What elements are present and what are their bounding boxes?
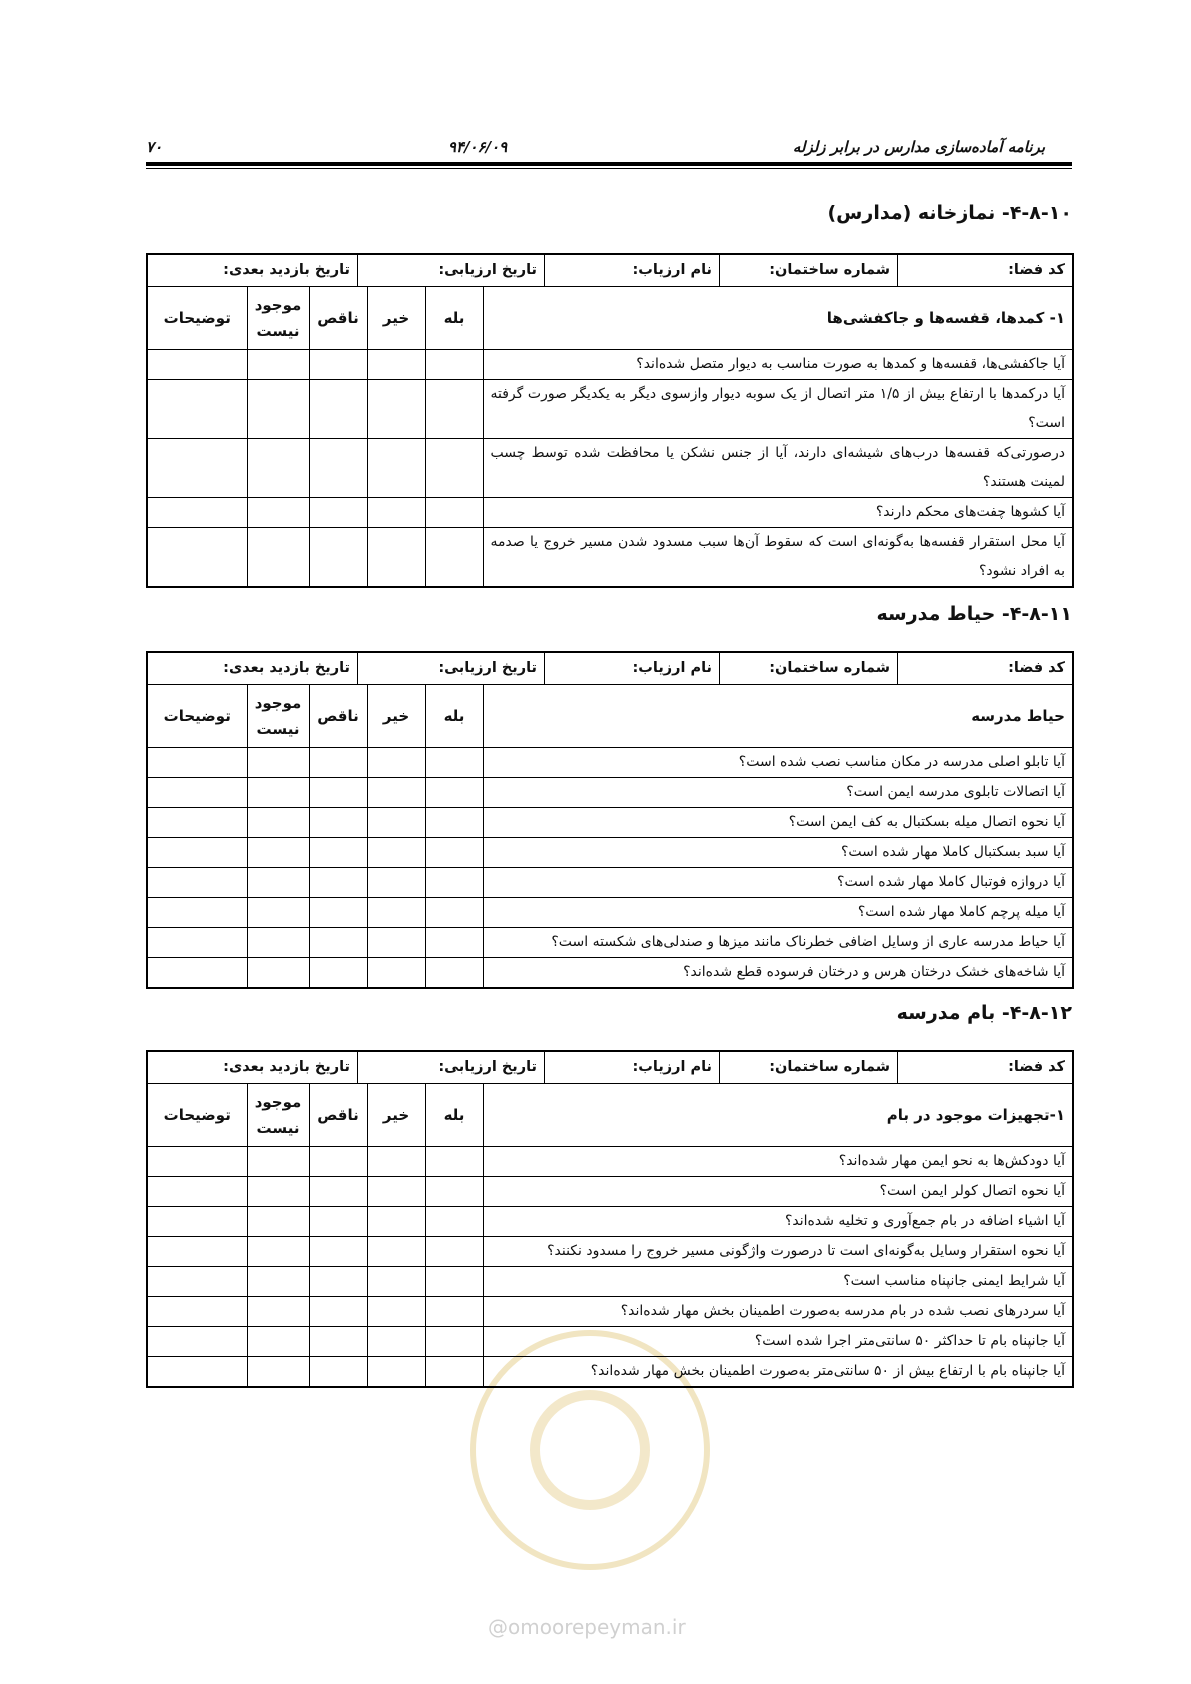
table-row <box>147 380 1073 439</box>
defective-checkbox-cell[interactable] <box>309 778 367 808</box>
absent-checkbox-cell[interactable] <box>247 498 309 528</box>
no-col-header <box>367 1084 425 1147</box>
group-heading <box>483 685 1073 748</box>
table-row <box>147 748 1073 778</box>
absent-checkbox-cell[interactable] <box>247 1267 309 1297</box>
notes-cell[interactable] <box>147 958 247 989</box>
page-number: ۷۰ <box>146 138 163 156</box>
question-cell <box>483 928 1073 958</box>
yes-checkbox-cell[interactable] <box>425 1297 483 1327</box>
yes-checkbox-cell[interactable] <box>425 1237 483 1267</box>
defective-checkbox-cell[interactable] <box>309 1177 367 1207</box>
header-rule-thin <box>146 168 1072 169</box>
table-row <box>147 1297 1073 1327</box>
assessor-name-label-cell[interactable] <box>545 255 720 286</box>
question-cell <box>483 1147 1073 1177</box>
no-col-header <box>367 685 425 748</box>
notes-cell[interactable] <box>147 1267 247 1297</box>
watermark-text: @omoorepeyman.ir <box>488 1615 686 1639</box>
absent-checkbox-cell[interactable] <box>247 898 309 928</box>
defective-col-header <box>309 287 367 350</box>
question-text: آیا درکمدها با ارتفاع بیش از ۱/۵ متر اتصال از یک سوبه دیوار وازسوی دیگر به یکدیگر صورت گرفته است؟ <box>490 386 1065 431</box>
yes-checkbox-cell[interactable] <box>425 528 483 588</box>
notes-cell[interactable] <box>147 898 247 928</box>
absent-checkbox-cell[interactable] <box>247 748 309 778</box>
defective-col-header-text: ناقص <box>317 1105 359 1124</box>
question-text: آیا دودکش‌ها به نحو ایمن مهار شده‌اند؟ <box>838 1153 1065 1169</box>
column-header-row <box>147 1084 1073 1147</box>
absent-checkbox-cell[interactable] <box>247 958 309 989</box>
no-col-header <box>367 287 425 350</box>
defective-checkbox-cell[interactable] <box>309 748 367 778</box>
table-row <box>147 898 1073 928</box>
no-checkbox-cell[interactable] <box>367 1327 425 1357</box>
no-checkbox-cell[interactable] <box>367 380 425 439</box>
question-cell <box>483 1357 1073 1388</box>
question-text: آیا تابلو اصلی مدرسه در مکان مناسب نصب شده است؟ <box>738 754 1065 770</box>
building-number-label: شماره ساختمان: <box>769 660 890 676</box>
question-text: آیا سبد بسکتبال کاملا مهار شده است؟ <box>840 844 1065 860</box>
defective-checkbox-cell[interactable] <box>309 898 367 928</box>
notes-col-header-text: توضیحات <box>163 706 231 725</box>
absent-checkbox-cell[interactable] <box>247 778 309 808</box>
meta-row <box>147 1051 1073 1084</box>
question-text: آیا اشیاء اضافه در بام جمع‌آوری و تخلیه شده‌اند؟ <box>784 1213 1065 1229</box>
notes-cell[interactable] <box>147 1207 247 1237</box>
meta-row <box>147 652 1073 685</box>
yes-col-header-text: بله <box>443 706 465 725</box>
no-checkbox-cell[interactable] <box>367 528 425 588</box>
table-row <box>147 808 1073 838</box>
notes-cell[interactable] <box>147 928 247 958</box>
yes-checkbox-cell[interactable] <box>425 1267 483 1297</box>
table-row <box>147 1147 1073 1177</box>
defective-checkbox-cell[interactable] <box>309 958 367 989</box>
table-row <box>147 1177 1073 1207</box>
notes-col-header-text: توضیحات <box>163 308 231 327</box>
no-checkbox-cell[interactable] <box>367 1177 425 1207</box>
space-code-label: کد فضا: <box>1008 1059 1065 1075</box>
no-checkbox-cell[interactable] <box>367 958 425 989</box>
next-visit-date-label-cell[interactable] <box>72 255 358 286</box>
defective-col-header <box>309 1084 367 1147</box>
yes-checkbox-cell[interactable] <box>425 1177 483 1207</box>
absent-col-header-line1: موجود <box>254 1093 302 1111</box>
absent-col-header-line2: نیست <box>256 1119 300 1137</box>
question-cell <box>483 868 1073 898</box>
group-heading-text: ۱-تجهیزات موجود در بام <box>886 1105 1065 1124</box>
table-row <box>147 498 1073 528</box>
next-visit-date-label: تاریخ بازدید بعدی: <box>223 1059 350 1075</box>
yes-checkbox-cell[interactable] <box>425 868 483 898</box>
section-title: ۴-۸-۱۰- نمازخانه (مدارس) <box>827 202 1072 224</box>
group-heading <box>483 287 1073 350</box>
defective-checkbox-cell[interactable] <box>309 528 367 588</box>
table-row <box>147 928 1073 958</box>
group-heading-text: ۱- کمدها، قفسه‌ها و جاکفشی‌ها <box>826 308 1065 327</box>
meta-fields <box>72 255 1072 286</box>
table-row <box>147 838 1073 868</box>
no-checkbox-cell[interactable] <box>367 838 425 868</box>
assessment-date-label: تاریخ ارزیابی: <box>438 660 537 676</box>
no-checkbox-cell[interactable] <box>367 439 425 498</box>
yes-col-header <box>425 287 483 350</box>
building-number-label-cell[interactable] <box>720 1052 898 1083</box>
notes-col-header-text: توضیحات <box>163 1105 231 1124</box>
question-text: آیا کشوها چفت‌های محکم دارند؟ <box>875 504 1065 520</box>
question-text: آیا جانپناه بام با ارتفاع بیش از ۵۰ سانتی‌متر به‌صورت اطمینان بخش مهار شده‌اند؟ <box>590 1363 1065 1379</box>
question-cell <box>483 748 1073 778</box>
defective-checkbox-cell[interactable] <box>309 380 367 439</box>
next-visit-date-label-cell[interactable] <box>72 653 358 684</box>
question-cell <box>483 439 1073 498</box>
yes-col-header <box>425 1084 483 1147</box>
group-heading-text: حیاط مدرسه <box>971 706 1065 725</box>
no-checkbox-cell[interactable] <box>367 808 425 838</box>
next-visit-date-label: تاریخ بازدید بعدی: <box>223 660 350 676</box>
assessor-name-label-cell[interactable] <box>545 653 720 684</box>
space-code-label: کد فضا: <box>1008 660 1065 676</box>
question-cell <box>483 838 1073 868</box>
building-number-label: شماره ساختمان: <box>769 1059 890 1075</box>
question-cell <box>483 808 1073 838</box>
defective-col-header-text: ناقص <box>317 706 359 725</box>
building-number-label: شماره ساختمان: <box>769 262 890 278</box>
notes-cell[interactable] <box>147 838 247 868</box>
question-text: آیا اتصالات تابلوی مدرسه ایمن است؟ <box>846 784 1065 800</box>
page-header-title: برنامه آماده‌سازی مدارس در برابر زلزله <box>792 138 1045 156</box>
space-code-label-cell[interactable] <box>898 1052 1073 1083</box>
absent-checkbox-cell[interactable] <box>247 1237 309 1267</box>
checklist-table <box>146 1050 1074 1388</box>
yes-col-header-text: بله <box>443 1105 465 1124</box>
absent-checkbox-cell[interactable] <box>247 350 309 380</box>
absent-checkbox-cell[interactable] <box>247 838 309 868</box>
notes-cell[interactable] <box>147 1237 247 1267</box>
defective-checkbox-cell[interactable] <box>309 928 367 958</box>
absent-checkbox-cell[interactable] <box>247 439 309 498</box>
space-code-label-cell[interactable] <box>898 255 1073 286</box>
question-text: آیا شرایط ایمنی جانپناه مناسب است؟ <box>843 1273 1065 1289</box>
defective-col-header <box>309 685 367 748</box>
table-row <box>147 528 1073 588</box>
absent-col-header-line2: نیست <box>256 720 300 738</box>
no-checkbox-cell[interactable] <box>367 1147 425 1177</box>
checklist-table <box>146 253 1074 588</box>
notes-cell[interactable] <box>147 1297 247 1327</box>
no-checkbox-cell[interactable] <box>367 1357 425 1388</box>
question-cell <box>483 350 1073 380</box>
notes-cell[interactable] <box>147 808 247 838</box>
yes-checkbox-cell[interactable] <box>425 439 483 498</box>
section-title: ۴-۸-۱۲- بام مدرسه <box>896 1002 1072 1024</box>
question-text: آیا شاخه‌های خشک درختان هرس و درختان فرسوده قطع شده‌اند؟ <box>683 964 1065 980</box>
watermark-seal-inner <box>530 1390 650 1510</box>
table-row <box>147 1237 1073 1267</box>
absent-checkbox-cell[interactable] <box>247 808 309 838</box>
defective-checkbox-cell[interactable] <box>309 808 367 838</box>
question-cell <box>483 498 1073 528</box>
group-heading <box>483 1084 1073 1147</box>
absent-col-header <box>247 1084 309 1147</box>
yes-col-header <box>425 685 483 748</box>
table-row <box>147 350 1073 380</box>
notes-col-header <box>147 685 247 748</box>
page-header <box>146 128 1045 156</box>
question-text: آیا جاکفشی‌ها، قفسه‌ها و کمدها به صورت مناسب به دیوار متصل شده‌اند؟ <box>636 356 1065 372</box>
table-row <box>147 1207 1073 1237</box>
defective-checkbox-cell[interactable] <box>309 1297 367 1327</box>
question-text: آیا محل استقرار قفسه‌ها به‌گونه‌ای است که سقوط آن‌ها سبب مسدود شدن مسیر خروج یا صدمه به افراد نشود؟ <box>490 534 1065 579</box>
no-checkbox-cell[interactable] <box>367 498 425 528</box>
absent-checkbox-cell[interactable] <box>247 528 309 588</box>
meta-cell <box>147 1051 1073 1084</box>
notes-cell[interactable] <box>147 1147 247 1177</box>
question-cell <box>483 528 1073 588</box>
table-row <box>147 958 1073 989</box>
no-checkbox-cell[interactable] <box>367 778 425 808</box>
question-cell <box>483 1297 1073 1327</box>
no-checkbox-cell[interactable] <box>367 928 425 958</box>
yes-checkbox-cell[interactable] <box>425 1207 483 1237</box>
table-row <box>147 868 1073 898</box>
yes-checkbox-cell[interactable] <box>425 838 483 868</box>
yes-checkbox-cell[interactable] <box>425 778 483 808</box>
no-checkbox-cell[interactable] <box>367 868 425 898</box>
no-checkbox-cell[interactable] <box>367 1297 425 1327</box>
checklist-table <box>146 651 1074 989</box>
question-text: آیا نحوه اتصال کولر ایمن است؟ <box>879 1183 1065 1199</box>
assessment-date-label-cell[interactable] <box>358 255 545 286</box>
defective-checkbox-cell[interactable] <box>309 1207 367 1237</box>
table-row <box>147 1357 1073 1388</box>
notes-cell[interactable] <box>147 439 247 498</box>
question-cell <box>483 1327 1073 1357</box>
defective-checkbox-cell[interactable] <box>309 868 367 898</box>
no-checkbox-cell[interactable] <box>367 748 425 778</box>
yes-checkbox-cell[interactable] <box>425 350 483 380</box>
table-row <box>147 1267 1073 1297</box>
building-number-label-cell[interactable] <box>720 653 898 684</box>
assessor-name-label: نام ارزیاب: <box>632 660 712 676</box>
next-visit-date-label: تاریخ بازدید بعدی: <box>223 262 350 278</box>
absent-checkbox-cell[interactable] <box>247 380 309 439</box>
no-checkbox-cell[interactable] <box>367 350 425 380</box>
defective-checkbox-cell[interactable] <box>309 350 367 380</box>
defective-checkbox-cell[interactable] <box>309 1267 367 1297</box>
absent-checkbox-cell[interactable] <box>247 1327 309 1357</box>
question-text: آیا میله پرچم کاملا مهار شده است؟ <box>857 904 1065 920</box>
question-text: آیا نحوه اتصال میله بسکتبال به کف ایمن است؟ <box>788 814 1065 830</box>
question-text: آیا دروازه فوتبال کاملا مهار شده است؟ <box>837 874 1065 890</box>
yes-checkbox-cell[interactable] <box>425 748 483 778</box>
absent-col-header-line1: موجود <box>254 694 302 712</box>
question-text: آیا سردرهای نصب شده در بام مدرسه به‌صورت اطمینان بخش مهار شده‌اند؟ <box>620 1303 1065 1319</box>
no-col-header-text: خیر <box>382 706 410 725</box>
notes-cell[interactable] <box>147 778 247 808</box>
notes-cell[interactable] <box>147 1327 247 1357</box>
absent-checkbox-cell[interactable] <box>247 1177 309 1207</box>
absent-checkbox-cell[interactable] <box>247 1207 309 1237</box>
yes-checkbox-cell[interactable] <box>425 808 483 838</box>
notes-cell[interactable] <box>147 748 247 778</box>
meta-fields <box>72 653 1072 684</box>
defective-col-header-text: ناقص <box>317 308 359 327</box>
space-code-label: کد فضا: <box>1008 262 1065 278</box>
question-cell <box>483 380 1073 439</box>
notes-col-header <box>147 1084 247 1147</box>
meta-fields <box>72 1052 1072 1083</box>
column-header-row <box>147 685 1073 748</box>
yes-checkbox-cell[interactable] <box>425 498 483 528</box>
notes-cell[interactable] <box>147 1177 247 1207</box>
defective-checkbox-cell[interactable] <box>309 1327 367 1357</box>
absent-checkbox-cell[interactable] <box>247 928 309 958</box>
assessment-date-label: تاریخ ارزیابی: <box>438 1059 537 1075</box>
no-checkbox-cell[interactable] <box>367 1207 425 1237</box>
absent-col-header <box>247 685 309 748</box>
next-visit-date-label-cell[interactable] <box>72 1052 358 1083</box>
yes-checkbox-cell[interactable] <box>425 1147 483 1177</box>
question-cell <box>483 958 1073 989</box>
section-title: ۴-۸-۱۱- حیاط مدرسه <box>876 603 1072 625</box>
absent-checkbox-cell[interactable] <box>247 868 309 898</box>
notes-col-header <box>147 287 247 350</box>
defective-checkbox-cell[interactable] <box>309 838 367 868</box>
table-row <box>147 439 1073 498</box>
no-col-header-text: خیر <box>382 308 410 327</box>
assessor-name-label-cell[interactable] <box>545 1052 720 1083</box>
yes-checkbox-cell[interactable] <box>425 898 483 928</box>
meta-cell <box>147 254 1073 287</box>
question-cell <box>483 1207 1073 1237</box>
question-text: آیا جانپناه بام تا حداکثر ۵۰ سانتی‌متر اجرا شده است؟ <box>754 1333 1065 1349</box>
absent-col-header-line1: موجود <box>254 296 302 314</box>
notes-cell[interactable] <box>147 380 247 439</box>
defective-checkbox-cell[interactable] <box>309 1237 367 1267</box>
question-cell <box>483 778 1073 808</box>
defective-checkbox-cell[interactable] <box>309 498 367 528</box>
notes-cell[interactable] <box>147 350 247 380</box>
notes-cell[interactable] <box>147 528 247 588</box>
header-rule-thick <box>146 162 1072 166</box>
meta-cell <box>147 652 1073 685</box>
table-row <box>147 1327 1073 1357</box>
yes-checkbox-cell[interactable] <box>425 928 483 958</box>
absent-checkbox-cell[interactable] <box>247 1357 309 1388</box>
yes-checkbox-cell[interactable] <box>425 1327 483 1357</box>
no-col-header-text: خیر <box>382 1105 410 1124</box>
absent-checkbox-cell[interactable] <box>247 1147 309 1177</box>
no-checkbox-cell[interactable] <box>367 1237 425 1267</box>
defective-checkbox-cell[interactable] <box>309 439 367 498</box>
question-cell <box>483 1177 1073 1207</box>
space-code-label-cell[interactable] <box>898 653 1073 684</box>
defective-checkbox-cell[interactable] <box>309 1147 367 1177</box>
page-header-date: ۹۴/۰۶/۰۹ <box>447 138 508 156</box>
notes-cell[interactable] <box>147 498 247 528</box>
notes-cell[interactable] <box>147 1357 247 1388</box>
assessment-date-label-cell[interactable] <box>358 1052 545 1083</box>
assessor-name-label: نام ارزیاب: <box>632 262 712 278</box>
yes-checkbox-cell[interactable] <box>425 1357 483 1388</box>
absent-checkbox-cell[interactable] <box>247 1297 309 1327</box>
question-cell <box>483 1267 1073 1297</box>
question-cell <box>483 1237 1073 1267</box>
yes-checkbox-cell[interactable] <box>425 380 483 439</box>
assessment-date-label-cell[interactable] <box>358 653 545 684</box>
defective-checkbox-cell[interactable] <box>309 1357 367 1388</box>
meta-row <box>147 254 1073 287</box>
assessment-date-label: تاریخ ارزیابی: <box>438 262 537 278</box>
absent-col-header-line2: نیست <box>256 322 300 340</box>
no-checkbox-cell[interactable] <box>367 1267 425 1297</box>
assessor-name-label: نام ارزیاب: <box>632 1059 712 1075</box>
yes-col-header-text: بله <box>443 308 465 327</box>
notes-cell[interactable] <box>147 868 247 898</box>
absent-col-header <box>247 287 309 350</box>
question-text: آیا نحوه استقرار وسایل به‌گونه‌ای است تا درصورت واژگونی مسیر خروج را مسدود نکنند؟ <box>547 1243 1065 1259</box>
no-checkbox-cell[interactable] <box>367 898 425 928</box>
column-header-row <box>147 287 1073 350</box>
table-row <box>147 778 1073 808</box>
building-number-label-cell[interactable] <box>720 255 898 286</box>
question-text: درصورتی‌که قفسه‌ها درب‌های شیشه‌ای دارند، آیا از جنس نشکن یا محافظت شده توسط چسب لمینت هستند؟ <box>490 445 1065 490</box>
question-cell <box>483 898 1073 928</box>
question-text: آیا حیاط مدرسه عاری از وسایل اضافی خطرناک مانند میزها و صندلی‌های شکسته است؟ <box>551 934 1065 950</box>
yes-checkbox-cell[interactable] <box>425 958 483 989</box>
